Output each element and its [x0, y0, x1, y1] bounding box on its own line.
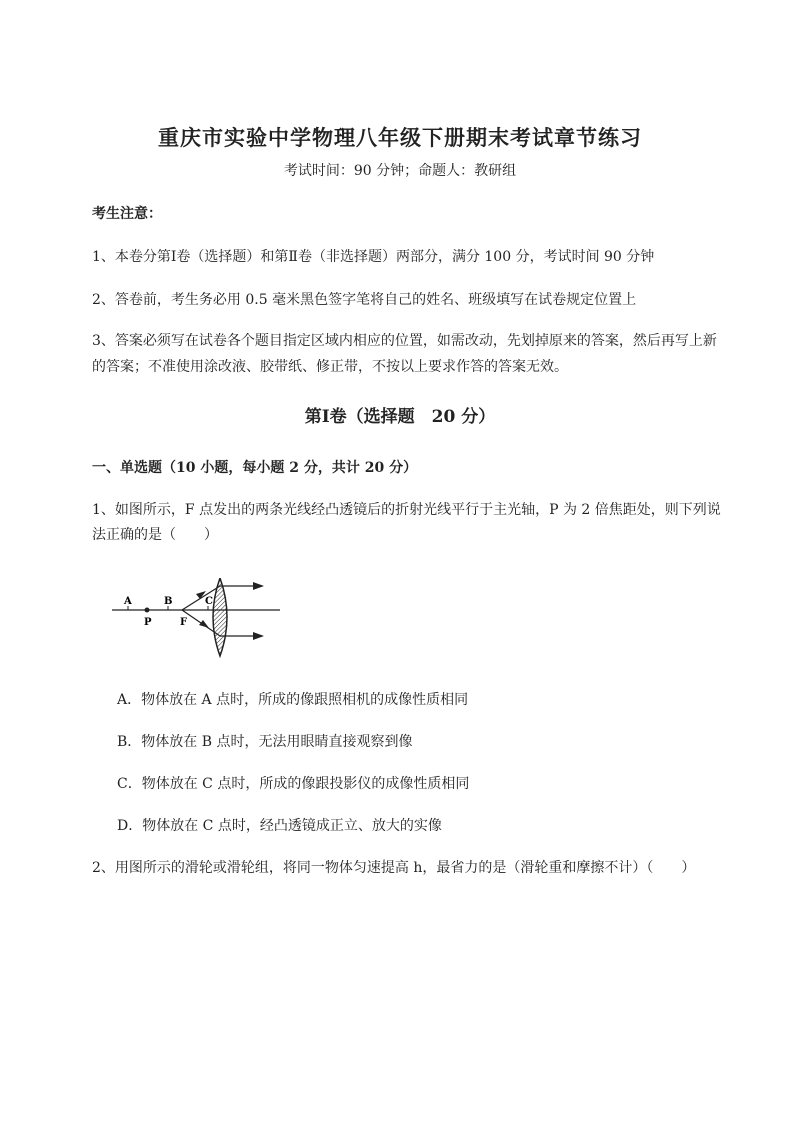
label-f: F — [180, 617, 188, 628]
label-c: C — [205, 596, 213, 607]
label-p: P — [144, 617, 152, 628]
question-2-stem: 2、用图所示的滑轮或滑轮组，将同一物体匀速提高 h，最省力的是（滑轮重和摩擦不计）（ ） — [92, 860, 696, 876]
note-item: 3、答案必须写在试卷各个题目指定区域内相应的位置，如需改动，先划掉原来的答案，然后再写上新 — [92, 333, 717, 349]
option-a: A．物体放在 A 点时，所成的像跟照相机的成像性质相同 — [117, 692, 469, 708]
option-c: C．物体放在 C 点时，所成的像跟投影仪的成像性质相同 — [117, 776, 470, 792]
section-title: 第Ⅰ卷（选择题 20 分） — [304, 407, 496, 427]
note-item-continued: 的答案；不准使用涂改液、胶带纸、修正带，不按以上要求作答的答案无效。 — [92, 359, 568, 375]
lens-diagram — [112, 578, 287, 660]
arrow-head — [199, 620, 209, 628]
question-1-stem: 1、如图所示，F 点发出的两条光线经凸透镜后的折射光线平行于主光轴，P 为 2 倍焦距处，则下列说 — [92, 502, 721, 518]
option-d: D．物体放在 C 点时，经凸透镜成正立、放大的实像 — [117, 818, 442, 834]
page-title: 重庆市实验中学物理八年级下册期末考试章节练习 — [158, 125, 642, 150]
notes-heading: 考生注意： — [92, 206, 162, 222]
option-b: B．物体放在 B 点时，无法用眼睛直接观察到像 — [117, 734, 413, 750]
exam-info: 考试时间：90 分钟；命题人：教研组 — [283, 163, 517, 179]
arrow-head — [253, 582, 264, 590]
label-a: A — [124, 596, 132, 607]
note-item: 2、答卷前，考生务必用 0.5 毫米黑色签字笔将自己的姓名、班级填写在试卷规定位置上 — [92, 292, 637, 308]
note-item: 1、本卷分第Ⅰ卷（选择题）和第Ⅱ卷（非选择题）两部分，满分 100 分，考试时间 90 分钟 — [92, 249, 655, 265]
question-1-stem-continued: 法正确的是（ ） — [92, 527, 218, 543]
part-heading: 一、单选题（10 小题，每小题 2 分，共计 20 分） — [92, 460, 418, 476]
point-p-dot — [145, 608, 150, 613]
label-b: B — [164, 596, 173, 607]
arrow-head — [253, 632, 264, 640]
